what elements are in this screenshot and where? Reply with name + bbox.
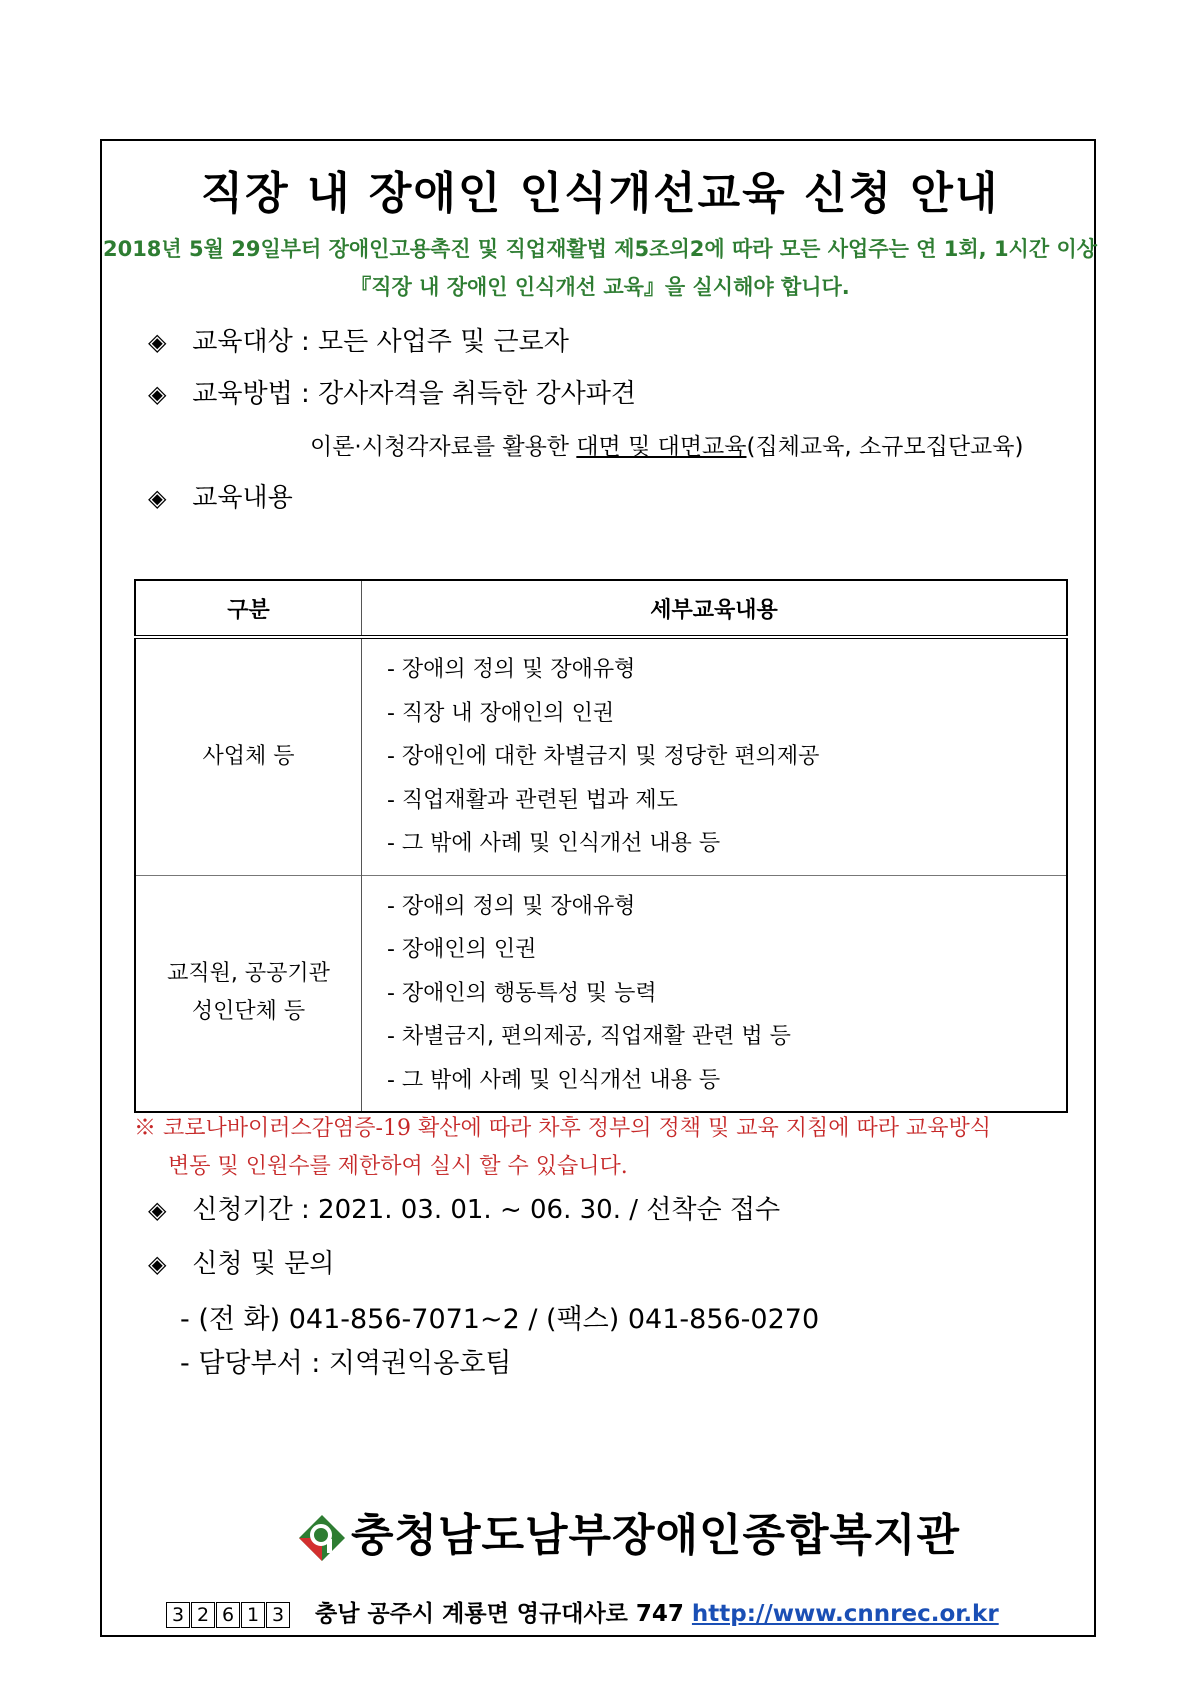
header-details: 세부교육내용 — [362, 580, 1068, 637]
list-item: - 장애인의 행동특성 및 능력 — [387, 980, 657, 1006]
education-table — [134, 579, 1068, 1113]
inquiry-row — [148, 1243, 334, 1280]
content-row — [148, 477, 293, 514]
table-header-row — [135, 580, 1067, 637]
covid-notice-line-2: 변동 및 인원수를 제한하여 실시 할 수 있습니다. — [168, 1154, 628, 1179]
category-line: 성인단체 등 — [191, 999, 306, 1025]
method-value: 강사자격을 취득한 강사파견 — [318, 379, 636, 409]
diamond-bullet-icon: ◈ — [148, 380, 167, 408]
reference-mark-icon: ※ — [134, 1116, 157, 1141]
target-value: 모든 사업주 및 근로자 — [318, 327, 569, 357]
covid-notice-line-1 — [134, 1111, 991, 1142]
organization-row — [297, 1499, 960, 1563]
address-row — [166, 1595, 999, 1628]
table-row — [135, 637, 1067, 875]
method-label: 교육방법 — [192, 379, 293, 409]
header-category: 구분 — [135, 580, 362, 637]
period-label: 신청기간 — [192, 1195, 293, 1225]
row-category — [135, 637, 362, 875]
document-frame — [100, 139, 1096, 1637]
list-item: - 장애의 정의 및 장애유형 — [387, 657, 636, 682]
method-sep: : — [301, 379, 310, 409]
zip-digit: 1 — [241, 1602, 265, 1628]
document-title: 직장 내 장애인 인식개선교육 신청 안내 — [200, 168, 1000, 219]
method-row — [148, 373, 636, 410]
diamond-bullet-icon: ◈ — [148, 1250, 167, 1278]
period-value: 2021. 03. 01. ~ 06. 30. / 선착순 접수 — [318, 1195, 781, 1225]
method-detail-c: (집체교육, 소규모집단교육) — [746, 434, 1024, 460]
contact-phone: - (전 화) 041-856-7071~2 / (팩스) 041-856-0270 — [180, 1304, 820, 1335]
row-items — [362, 875, 1068, 1112]
content-label: 교육내용 — [192, 483, 293, 513]
zip-digit: 2 — [191, 1602, 215, 1628]
table-row — [135, 875, 1067, 1112]
organization-logo-icon — [297, 1513, 347, 1563]
target-row — [148, 321, 569, 358]
inquiry-label: 신청 및 문의 — [192, 1249, 335, 1279]
period-row — [148, 1189, 780, 1226]
row-items — [362, 637, 1068, 875]
list-item: - 그 밖에 사례 및 인식개선 내용 등 — [387, 831, 721, 856]
list-item: - 그 밖에 사례 및 인식개선 내용 등 — [387, 1067, 721, 1093]
list-item: - 직업재활과 관련된 법과 제도 — [387, 787, 678, 813]
method-detail — [310, 428, 1023, 461]
method-detail-a: 이론·시청각자료를 활용한 — [310, 434, 577, 460]
list-item: - 직장 내 장애인의 인권 — [387, 700, 615, 726]
diamond-bullet-icon: ◈ — [148, 328, 167, 356]
zip-digit: 6 — [216, 1602, 240, 1628]
zip-digit: 3 — [166, 1602, 190, 1628]
method-detail-underlined: 대면 및 대면교육 — [576, 434, 747, 460]
list-item: - 장애인의 인권 — [387, 937, 537, 962]
period-sep: : — [301, 1195, 310, 1225]
row-category — [135, 875, 362, 1112]
category-line: 교직원, 공공기관 — [167, 961, 330, 987]
target-label: 교육대상 — [192, 327, 293, 357]
contact-department: - 담당부서 : 지역권익옹호팀 — [180, 1348, 512, 1379]
category-line: 사업체 등 — [202, 743, 295, 769]
diamond-bullet-icon: ◈ — [148, 1196, 167, 1224]
covid-notice-text-1: 코로나바이러스감염증-19 확산에 따라 차후 정부의 정책 및 교육 지침에 따라 교육방식 — [163, 1116, 991, 1141]
address-text: 충남 공주시 계룡면 영규대사로 747 — [315, 1601, 684, 1627]
notice-line-1: 2018년 5월 29일부터 장애인고용촉진 및 직업재활법 제5조의2에 따라 모든 사업주는 연 1회, 1시간 이상 — [102, 237, 1098, 261]
organization-name: 충청남도남부장애인종합복지관 — [351, 1510, 961, 1561]
list-item: - 장애인에 대한 차별금지 및 정당한 편의제공 — [387, 744, 820, 769]
zip-digit: 3 — [266, 1602, 290, 1628]
list-item: - 차별금지, 편의제공, 직업재활 관련 법 등 — [387, 1024, 791, 1049]
diamond-bullet-icon: ◈ — [148, 484, 167, 512]
target-sep: : — [301, 327, 310, 357]
list-item: - 장애의 정의 및 장애유형 — [387, 893, 636, 919]
notice-line-2: 『직장 내 장애인 인식개선 교육』을 실시해야 합니다. — [350, 275, 850, 299]
website-link[interactable]: http://www.cnnrec.or.kr — [691, 1601, 999, 1627]
